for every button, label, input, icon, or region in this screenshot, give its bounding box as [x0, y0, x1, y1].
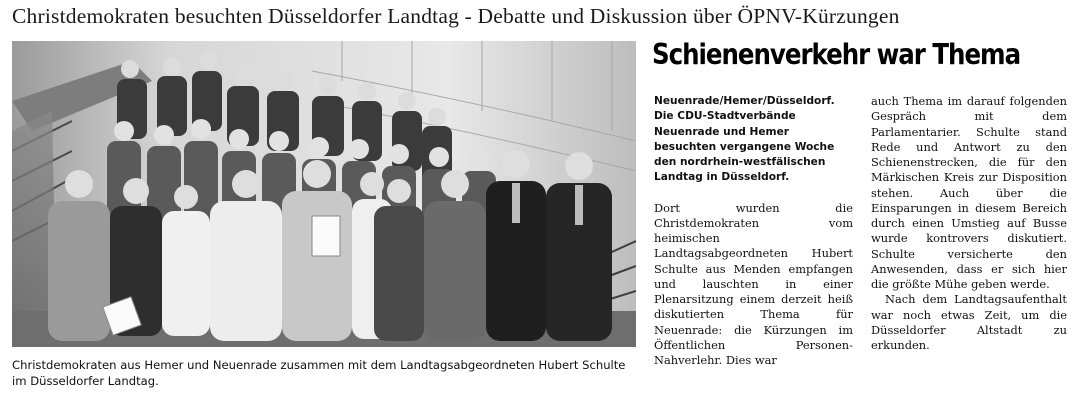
article-paragraph-2: auch Thema im darauf folgenden Gespräch mit dem Parlamentarier. Schulte stand Rede und Antwort zu den Schienenstrecken, die für den Märkischen Kreis zur Disposition stehen. Auch über die Einsparungen in diesem Bereich durch einen Umstieg auf Busse wurde kontrovers diskutiert. Schulte versicherte den Anwesenden, dass er sich hier die größte Mühe geben werde. [871, 94, 1067, 291]
article-paragraph-1: Dort wurden die Christdemokraten vom heimischen Landtagsabgeordneten Hubert Schulte aus Menden empfangen und lauschten in einer Plenarsitzung einem derzeit heiß diskutierten Thema für Neuenrade: die Kürzungen im Öffentlichen Personen-Nahverlehr. Dies war [654, 200, 853, 367]
group-photo [12, 41, 636, 347]
article-paragraph-3: Nach dem Landtagsaufenthalt war noch etwas Zeit, um die Düsseldorfer Altstadt zu erkunden. [871, 292, 1067, 352]
headline: Schienenverkehr war Thema [652, 38, 1021, 71]
article-column-2 [871, 94, 1067, 353]
kicker-line: Christdemokraten besuchten Düsseldorfer Landtag - Debatte und Diskussion über ÖPNV-Kürzungen [12, 4, 900, 28]
group-photo-illustration [12, 41, 636, 347]
photo-caption [12, 357, 640, 389]
article-lead: Neuenrade/Hemer/Düsseldorf. Die CDU-Stadtverbände Neuenrade und Hemer besuchten vergangene Woche den nordrhein-westfälischen Landtag in Düsseldorf. [654, 95, 835, 184]
photo-caption-text: Christdemokraten aus Hemer und Neuenrade zusammen mit dem Landtagsabgeordneten Hubert Schulte im Düsseldorfer Landtag. [12, 358, 626, 388]
article-column-1 [654, 94, 853, 368]
